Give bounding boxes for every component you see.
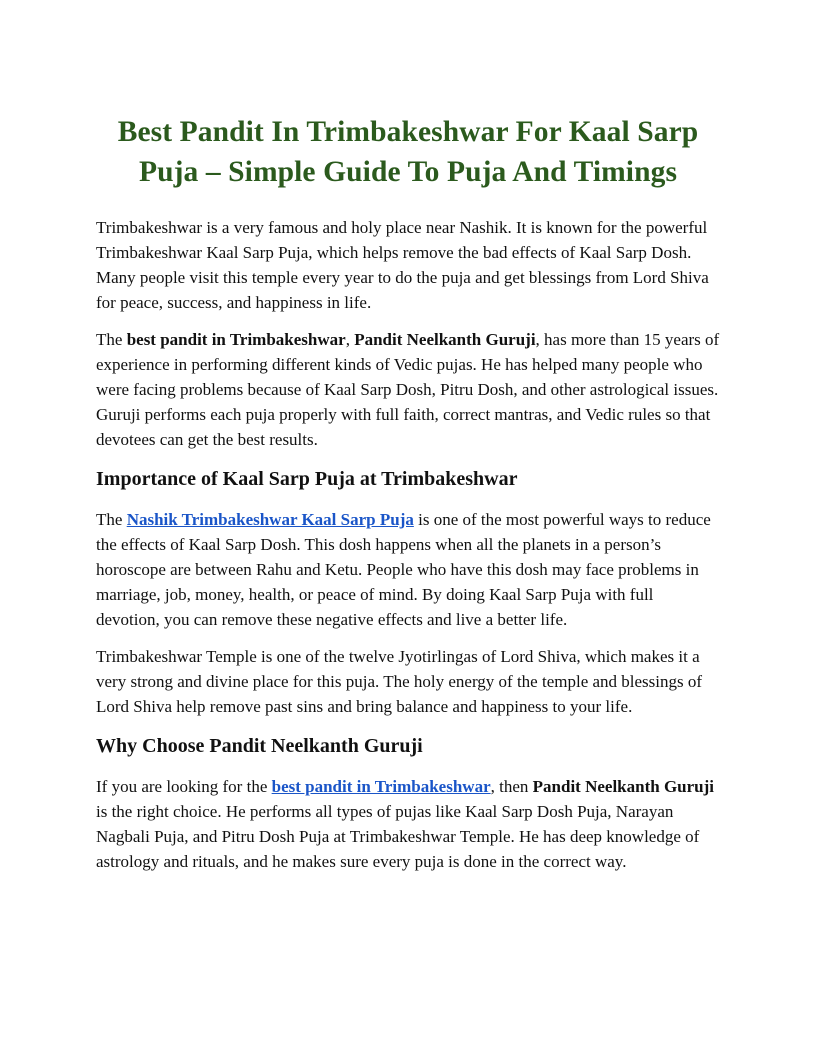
pandit-paragraph-bold-best-pandit: best pandit in Trimbakeshwar	[126, 330, 346, 349]
link-best-pandit-in-trimbakeshwar[interactable]: best pandit in Trimbakeshwar	[271, 777, 491, 796]
why-paragraph	[96, 774, 720, 874]
pandit-paragraph-bold-name: Pandit Neelkanth Guruji	[354, 330, 536, 349]
importance-paragraph-prefix: The	[96, 510, 127, 529]
why-paragraph-middle: , then	[490, 777, 533, 796]
intro-paragraph: Trimbakeshwar is a very famous and holy place near Nashik. It is known for the powerful Trimbakeshwar Kaal Sarp Puja, which helps remove the bad effects of Kaal Sarp Dosh. Many people visit this temple every year to do the puja and get blessings from Lord Shiva for peace, success, and happiness in life.	[96, 218, 709, 312]
section-heading-importance: Importance of Kaal Sarp Puja at Trimbakeshwar	[96, 468, 518, 490]
why-paragraph-rest: is the right choice. He performs all types of pujas like Kaal Sarp Dosh Puja, Narayan Nagbali Puja, and Pitru Dosh Puja at Trimbakeshwar Temple. He has deep knowledge of astrology and rituals, and he makes sure every puja is done in the correct way.	[96, 802, 700, 871]
why-paragraph-prefix: If you are looking for the	[96, 777, 272, 796]
importance-paragraph-1	[96, 507, 720, 632]
link-nashik-trimbakeshwar-kaal-sarp-puja[interactable]: Nashik Trimbakeshwar Kaal Sarp Puja	[126, 510, 414, 529]
section-heading-why-choose: Why Choose Pandit Neelkanth Guruji	[96, 735, 423, 757]
page-title: Best Pandit In Trimbakeshwar For Kaal Sarp Puja – Simple Guide To Puja And Timings	[117, 116, 699, 188]
pandit-paragraph-rest: , has more than 15 years of experience in performing different kinds of Vedic pujas. He has helped many people who were facing problems because of Kaal Sarp Dosh, Pitru Dosh, and other astrological issues. Guruji performs each puja properly with full faith, correct mantras, and Vedic rules so that devotees can get the best results.	[96, 330, 720, 449]
importance-paragraph-2: Trimbakeshwar Temple is one of the twelve Jyotirlingas of Lord Shiva, which makes it a very strong and divine place for this puja. The holy energy of the temple and blessings of Lord Shiva help remove past sins and bring balance and happiness to your life.	[96, 647, 703, 716]
pandit-paragraph-prefix: The	[96, 330, 127, 349]
why-paragraph-bold-name: Pandit Neelkanth Guruji	[532, 777, 715, 796]
pandit-paragraph-separator: ,	[345, 330, 355, 349]
importance-paragraph-rest: is one of the most powerful ways to reduce the effects of Kaal Sarp Dosh. This dosh happens when all the planets in a person’s horoscope are between Rahu and Ketu. People who have this dosh may face problems in marriage, job, money, health, or peace of mind. By doing Kaal Sarp Puja with full devotion, you can remove these negative effects and live a better life.	[96, 510, 711, 629]
document-page	[96, 112, 720, 886]
pandit-paragraph	[96, 327, 720, 452]
